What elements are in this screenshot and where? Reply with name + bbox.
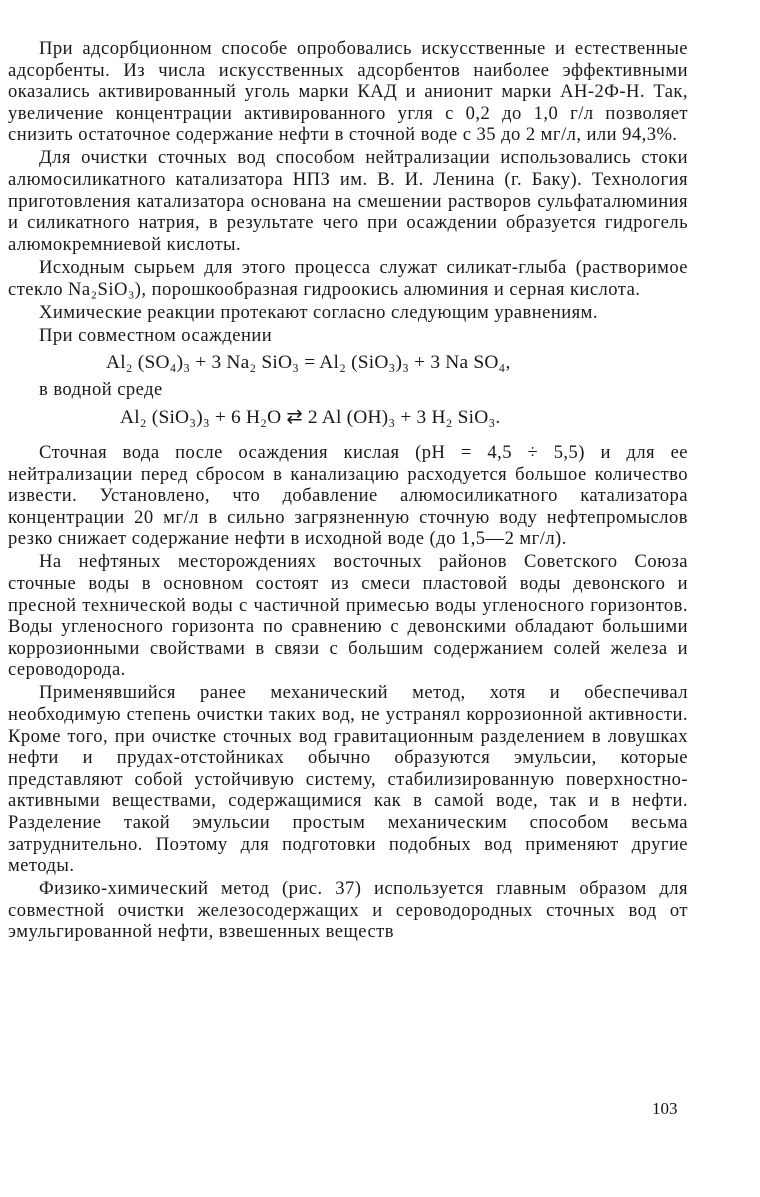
paragraph-mechanical-method: Применявшийся ранее механический метод, хотя и обеспечивал необходимую степень очистки таких вод, не устранял коррозионной активности. Кроме того, при очистке сточных вод гравитационным разделением в ловушках нефти и прудах-отстойниках обычно образуются эмульсии, которые представляют собой устойчивую систему, стабилизированную поверхностно-активными веществами, содержащимися как в самой воде, так и в нефти. Разделение такой эмульсии простым механическим способом весьма затруднительно. Поэтому для подготовки подобных вод применяют другие методы. bbox=[8, 682, 688, 877]
paragraph-adsorption: При адсорбционном способе опробовались искусственные и естественные адсорбенты. Из числа искусственных адсорбентов наиболее эффективными оказались активированный уголь марки КАД и анионит марки АН-2Ф-Н. Так, увеличение концентрации активированного угля с 0,2 до 1,0 г/л позволяет снизить остаточное содержание нефти в сточной воде с 35 до 2 мг/л, или 94,3%. bbox=[8, 38, 688, 146]
page-number: 103 bbox=[652, 1099, 678, 1118]
paragraph-neutralization: Для очистки сточных вод способом нейтрализации использовались стоки алюмосиликатного катализатора НПЗ им. В. И. Ленина (г. Баку). Технология приготовления катализатора основана на смешении растворов сульфаталюминия и силикатного натрия, в результате чего при осаждении образуется гидрогель алюмокремниевой кислоты. bbox=[8, 147, 688, 255]
label-aqueous-medium: в водной среде bbox=[39, 379, 163, 401]
paragraph-acidic-wastewater: Сточная вода после осаждения кислая (pH = 4,5 ÷ 5,5) и для ее нейтрализации перед сбросом в канализацию расходуется большое количество извести. Установлено, что добавление алюмосиликатного катализатора концентрации 20 мг/л в сильно загрязненную сточную воду нефтепромыслов резко снижает содержание нефти в исходной воде (до 1,5—2 мг/л). bbox=[8, 441, 688, 550]
label-co-precipitation: При совместном осаждении bbox=[39, 324, 273, 346]
paragraph-raw-materials: Исходным сырьем для этого процесса служат силикат-глыба (растворимое стекло Na₂SiO₃), порошкообразная гидроокись алюминия и серная кислота. bbox=[8, 256, 688, 300]
paragraph-physico-chemical: Физико-химический метод (рис. 37) используется главным образом для совместной очистки железосодержащих и сероводородных сточных вод от эмульгированной нефти, взвешенных веществ bbox=[8, 878, 688, 943]
equation-hydrolysis: Al₂ (SiO₃)₃ + 6 H₂O ⇄ 2 Al (OH)₃ + 3 H₂ SiO₃. bbox=[120, 406, 501, 428]
paragraph-reactions-intro: Химические реакции протекают согласно следующим уравнениям. bbox=[39, 301, 598, 323]
paragraph-eastern-fields: На нефтяных месторождениях восточных районов Советского Союза сточные воды в основном состоят из смеси пластовой воды девонского и пресной технической воды с частичной примесью воды угленосного горизонтов. Воды угленосного горизонта по сравнению с девонскими обладают большими коррозионными свойствами в связи с большим содержанием солей железа и сероводорода. bbox=[8, 551, 688, 681]
equation-co-precipitation: Al₂ (SO₄)₃ + 3 Na₂ SiO₃ = Al₂ (SiO₃)₃ + 3 Na SO₄, bbox=[106, 352, 511, 374]
